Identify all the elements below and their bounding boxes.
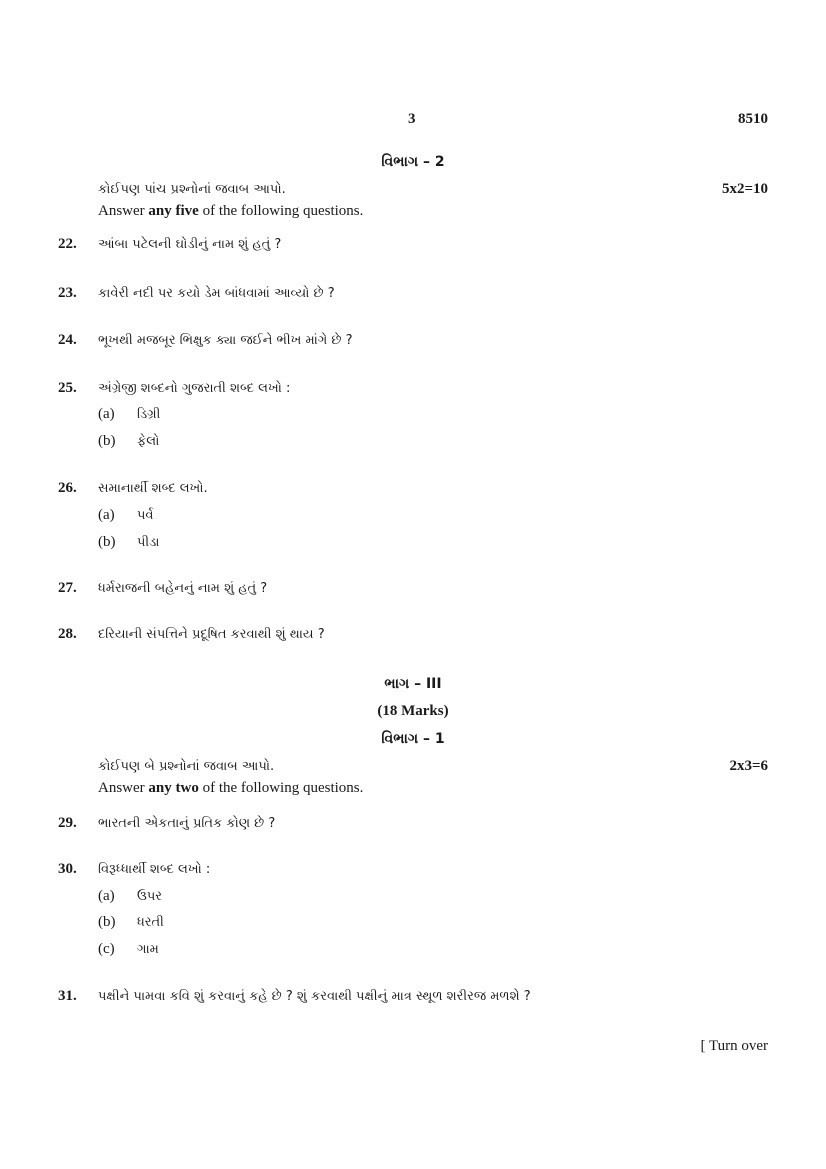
section-title: વિભાગ – 2	[381, 154, 445, 170]
option-text: ડિગ્રી	[137, 407, 161, 422]
option-label: (b)	[98, 914, 116, 930]
instruction-text: Answer	[98, 203, 149, 219]
option-text: ગામ	[137, 942, 159, 957]
question-text: કાવેરી નદી પર કયો ડેમ બાંધવામાં આવ્યો છે ?	[98, 286, 335, 301]
question-text: ભૂખથી મજબૂર ભિક્ષુક ક્યા જઈને ભીખ માંગે છે ?	[98, 333, 353, 348]
question-number: 27.	[58, 580, 77, 596]
option-label: (a)	[98, 406, 115, 422]
question-number: 24.	[58, 332, 77, 348]
question-text: આંબા પટેલની ઘોડીનું નામ શું હતું ?	[98, 237, 282, 252]
question-text: અંગ્રેજી શબ્દનો ગુજરાતી શબ્દ લખો :	[98, 381, 291, 396]
question-text: ધર્મરાજની બહેનનું નામ શું હતું ?	[98, 581, 268, 596]
question-number: 28.	[58, 626, 77, 642]
question-number: 26.	[58, 480, 77, 496]
option-label: (a)	[98, 507, 115, 523]
section-title: વિભાગ – 1	[381, 731, 445, 747]
instruction-gujarati: કોઈપણ પાંચ પ્રશ્નોનાં જવાબ આપો.	[98, 182, 286, 197]
paper-code: 8510	[738, 111, 768, 127]
option-text: પીડા	[137, 535, 160, 550]
instruction-emphasis: any two	[148, 780, 199, 796]
part-title: ભાગ – III	[384, 676, 442, 692]
option-label: (a)	[98, 888, 115, 904]
option-label: (b)	[98, 534, 116, 550]
question-number: 30.	[58, 861, 77, 877]
question-number: 23.	[58, 285, 77, 301]
question-text: વિરૂધ્ધાર્થી શબ્દ લખો :	[98, 862, 211, 877]
instruction-text: of the following questions.	[198, 780, 364, 796]
option-text: ધરતી	[137, 915, 164, 930]
question-number: 25.	[58, 380, 77, 396]
instruction-text: of the following questions.	[198, 203, 364, 219]
part-marks: (18 Marks)	[377, 703, 449, 719]
instruction-gujarati: કોઈપણ બે પ્રશ્નોનાં જવાબ આપો.	[98, 759, 275, 774]
instruction-english	[98, 203, 363, 220]
question-number: 31.	[58, 988, 77, 1004]
option-text: પર્વ	[137, 508, 154, 523]
instruction-english	[98, 780, 363, 797]
turn-over-note: [ Turn over	[700, 1038, 768, 1054]
section-marks: 5x2=10	[721, 181, 768, 197]
instruction-text: Answer	[98, 780, 149, 796]
question-number: 29.	[58, 815, 77, 831]
question-text: દરિયાની સંપત્તિને પ્રદૂષિત કરવાથી શું થાય ?	[98, 627, 325, 642]
question-text: પક્ષીને પામવા કવિ શું કરવાનું કહે છે ? શું કરવાથી પક્ષીનું માત્ર સ્થૂળ શરીરજ મળશે ?	[98, 989, 531, 1004]
question-number: 22.	[58, 236, 77, 252]
option-label: (b)	[98, 433, 116, 449]
option-text: ફેલો	[137, 434, 160, 449]
section-marks: 2x3=6	[729, 758, 768, 774]
option-text: ઉપર	[137, 889, 162, 904]
option-label: (c)	[98, 941, 115, 957]
instruction-emphasis: any five	[148, 203, 199, 219]
question-text: સમાનાર્થી શબ્દ લખો.	[98, 481, 208, 496]
question-text: ભારતની એકતાનું પ્રતિક કોણ છે ?	[98, 816, 276, 831]
page-number: 3	[408, 111, 416, 127]
